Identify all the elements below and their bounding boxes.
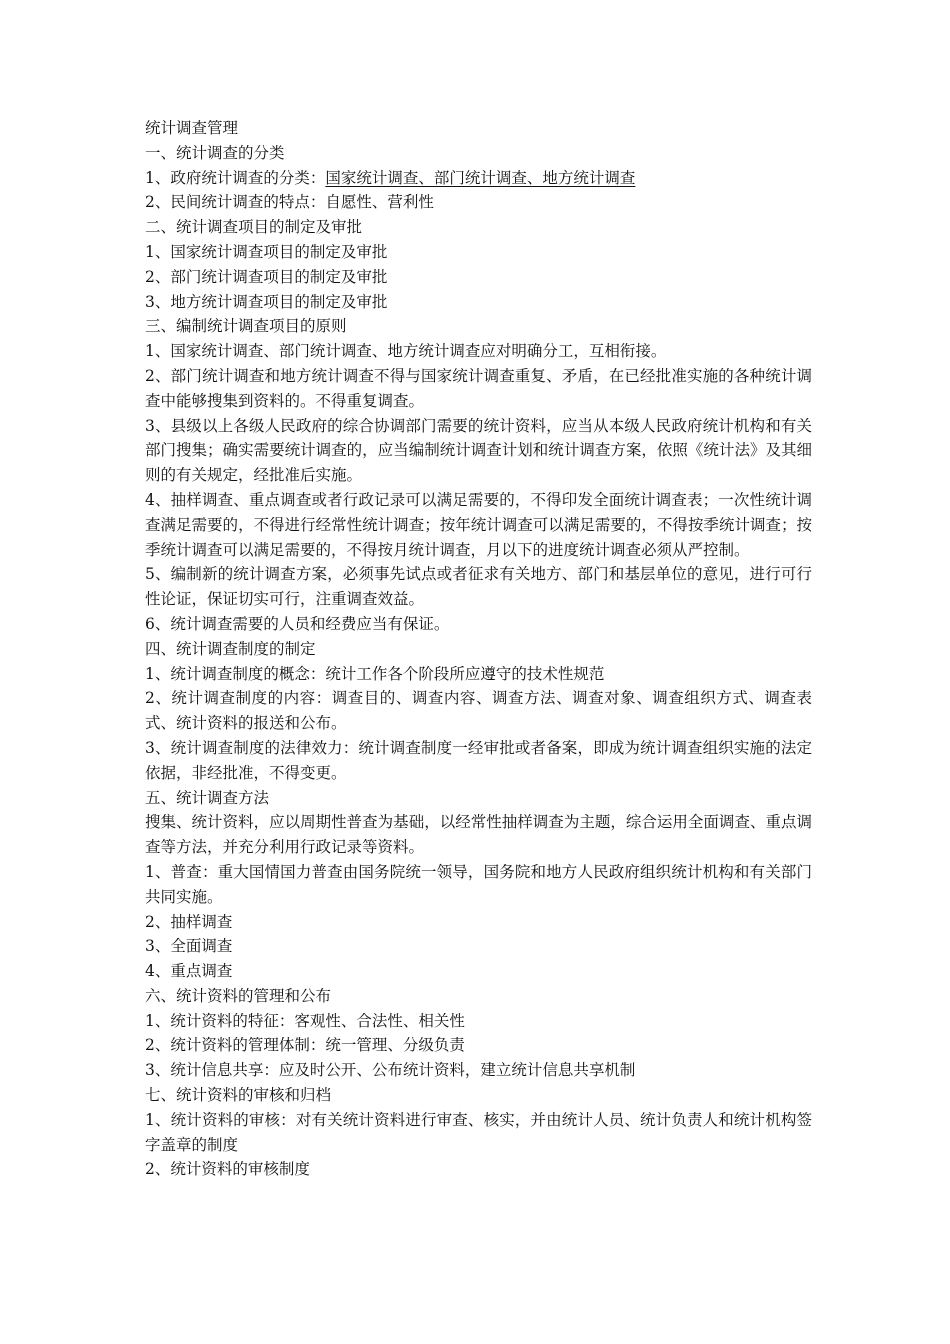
paragraph: 3、全面调查 — [145, 937, 233, 956]
paragraph: 1、国家统计调查项目的制定及审批 — [145, 242, 388, 261]
paragraph: 3、统计信息共享：应及时公开、公布统计资料，建立统计信息共享机制 — [145, 1061, 636, 1080]
paragraph: 2、抽样调查 — [145, 912, 233, 931]
paragraph: 2、部门统计调查项目的制定及审批 — [145, 267, 388, 286]
section-heading: 三、编制统计调查项目的原则 — [145, 317, 347, 336]
paragraph: 1、普查：重大国情国力普查由国务院统一领导，国务院和地方人民政府组织统计机构和有关部门共同实施。 — [145, 862, 812, 906]
section-heading: 五、统计调查方法 — [145, 788, 270, 807]
paragraph: 1、统计资料的特征：客观性、合法性、相关性 — [145, 1011, 465, 1030]
paragraph: 2、民间统计调查的特点：自愿性、营利性 — [145, 193, 434, 212]
paragraph: 2、统计资料的审核制度 — [145, 1160, 310, 1179]
paragraph: 1、统计调查制度的概念：统计工作各个阶段所应遵守的技术性规范 — [145, 664, 605, 683]
paragraph: 3、县级以上各级人民政府的综合协调部门需要的统计资料，应当从本级人民政府统计机构和有关部门搜集；确实需要统计调查的，应当编制统计调查计划和统计调查方案，依照《统计法》及其细则的有关规定，经批准后实施。 — [145, 416, 812, 485]
paragraph: 4、重点调查 — [145, 962, 233, 981]
section-heading: 六、统计资料的管理和公布 — [145, 986, 332, 1005]
paragraph: 4、抽样调查、重点调查或者行政记录可以满足需要的，不得印发全面统计调查表；一次性统计调查满足需要的，不得进行经常性统计调查；按年统计调查可以满足需要的，不得按季统计调查；按季统计调查可以满足需要的，不得按月统计调查，月以下的进度统计调查必须从严控制。 — [145, 490, 812, 559]
paragraph: 2、统计调查制度的内容：调查目的、调查内容、调查方法、调查对象、调查组织方式、调查表式、统计资料的报送和公布。 — [145, 689, 812, 733]
document-title: 统计调查管理 — [145, 119, 239, 137]
paragraph: 1、统计资料的审核：对有关统计资料进行审查、核实，并由统计人员、统计负责人和统计机构签字盖章的制度 — [145, 1110, 812, 1154]
paragraph: 2、统计资料的管理体制：统一管理、分级负责 — [145, 1036, 465, 1055]
paragraph: 搜集、统计资料，应以周期性普查为基础，以经常性抽样调查为主题，综合运用全面调查、重点调查等方法，并充分利用行政记录等资料。 — [145, 813, 812, 857]
paragraph: 1、国家统计调查、部门统计调查、地方统计调查应对明确分工，互相衔接。 — [145, 342, 667, 361]
paragraph: 6、统计调查需要的人员和经费应当有保证。 — [145, 614, 450, 633]
paragraph — [145, 166, 812, 191]
paragraph: 5、编制新的统计调查方案，必须事先试点或者征求有关地方、部门和基层单位的意见，进行可行性论证，保证切实可行，注重调查效益。 — [145, 565, 812, 609]
paragraph: 2、部门统计调查和地方统计调查不得与国家统计调查重复、矛盾，在已经批准实施的各种统计调查中能够搜集到资料的。不得重复调查。 — [145, 366, 812, 410]
section-heading: 四、统计调查制度的制定 — [145, 639, 316, 658]
item-label: 1、政府统计调查的分类： — [145, 168, 326, 187]
paragraph: 3、统计调查制度的法律效力：统计调查制度一经审批或者备案，即成为统计调查组织实施的法定依据，非经批准，不得变更。 — [145, 738, 812, 782]
paragraph: 3、地方统计调查项目的制定及审批 — [145, 292, 388, 311]
section-heading: 二、统计调查项目的制定及审批 — [145, 218, 363, 237]
section-heading: 七、统计资料的审核和归档 — [145, 1086, 332, 1105]
section-heading: 一、统计调查的分类 — [145, 143, 285, 162]
document-body — [145, 116, 812, 1182]
underlined-text: 国家统计调查、部门统计调查、地方统计调查 — [325, 168, 636, 187]
